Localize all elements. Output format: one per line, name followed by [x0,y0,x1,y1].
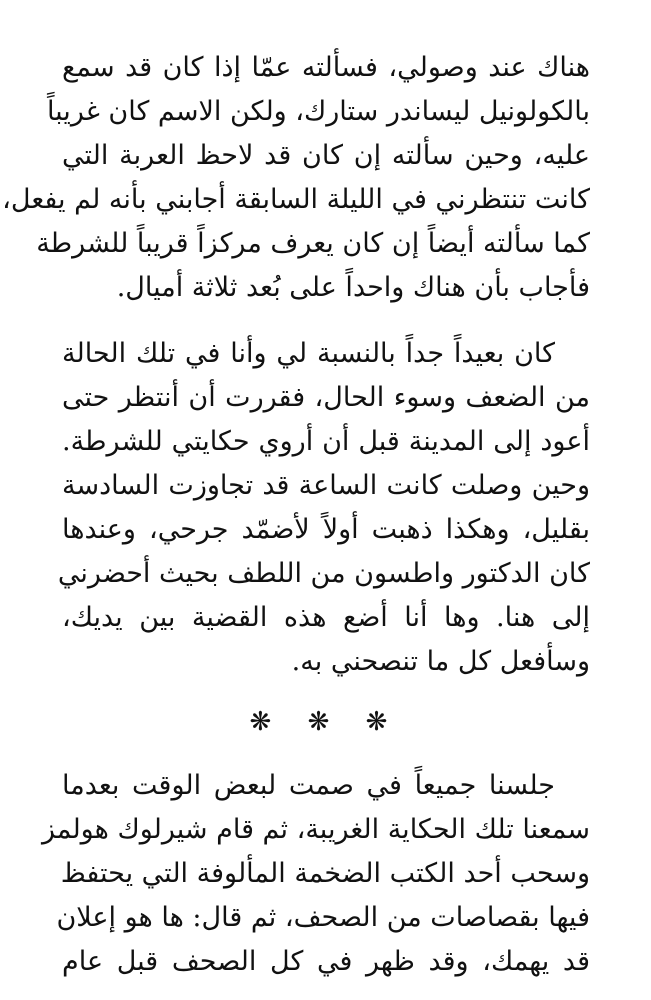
paragraph-3-line-1: جلسنا جميعاً في صمت لبعض الوقت بعدما [62,770,555,801]
section-separator: ❋ ❋ ❋ [249,707,402,737]
paragraph-3-line-5: قد يهمك، وقد ظهر في كل الصحف قبل عام [62,946,590,977]
paragraph-1-line-4: كانت تنتظرني في الليلة السابقة أجابني بأنه لم يفعل، [2,184,590,215]
paragraph-2-line-8: وسأفعل كل ما تنصحني به. [291,646,590,677]
paragraph-1-line-3: عليه، وحين سألته إن كان قد لاحظ العربة التي [62,140,590,171]
paragraph-3-line-2: سمعنا تلك الحكاية الغريبة، ثم قام شيرلوك هولمز [41,814,590,845]
paragraph-2-line-7: إلى هنا. وها أنا أضع هذه القضية بين يديك، [62,602,590,633]
paragraph-2-line-4: وحين وصلت كانت الساعة قد تجاوزت السادسة [62,470,590,501]
paragraph-2-line-1: كان بعيداً جداً بالنسبة لي وأنا في تلك الحالة [62,338,555,369]
paragraph-2-line-2: من الضعف وسوء الحال، فقررت أن أنتظر حتى [62,382,590,413]
paragraph-2-line-6: كان الدكتور واطسون من اللطف بحيث أحضرني [57,558,590,589]
paragraph-1-line-5: كما سألته أيضاً إن كان يعرف مركزاً قريباً للشرطة [36,228,590,259]
paragraph-1-line-1: هناك عند وصولي، فسألته عمّا إذا كان قد سمع [62,52,590,83]
paragraph-1-line-6: فأجاب بأن هناك واحداً على بُعد ثلاثة أميال. [116,272,590,303]
paragraph-1-line-2: بالكولونيل ليساندر ستارك، ولكن الاسم كان غريباً [46,96,590,127]
paragraph-3-line-3: وسحب أحد الكتب الضخمة المألوفة التي يحتفظ [60,858,590,889]
paragraph-2-line-5: بقليل، وهكذا ذهبت أولاً لأضمّد جرحي، وعندها [62,514,590,545]
paragraph-3-line-4: فيها بقصاصات من الصحف، ثم قال: ها هو إعلان [56,902,590,933]
paragraph-2-line-3: أعود إلى المدينة قبل أن أروي حكايتي للشرطة. [62,426,590,457]
